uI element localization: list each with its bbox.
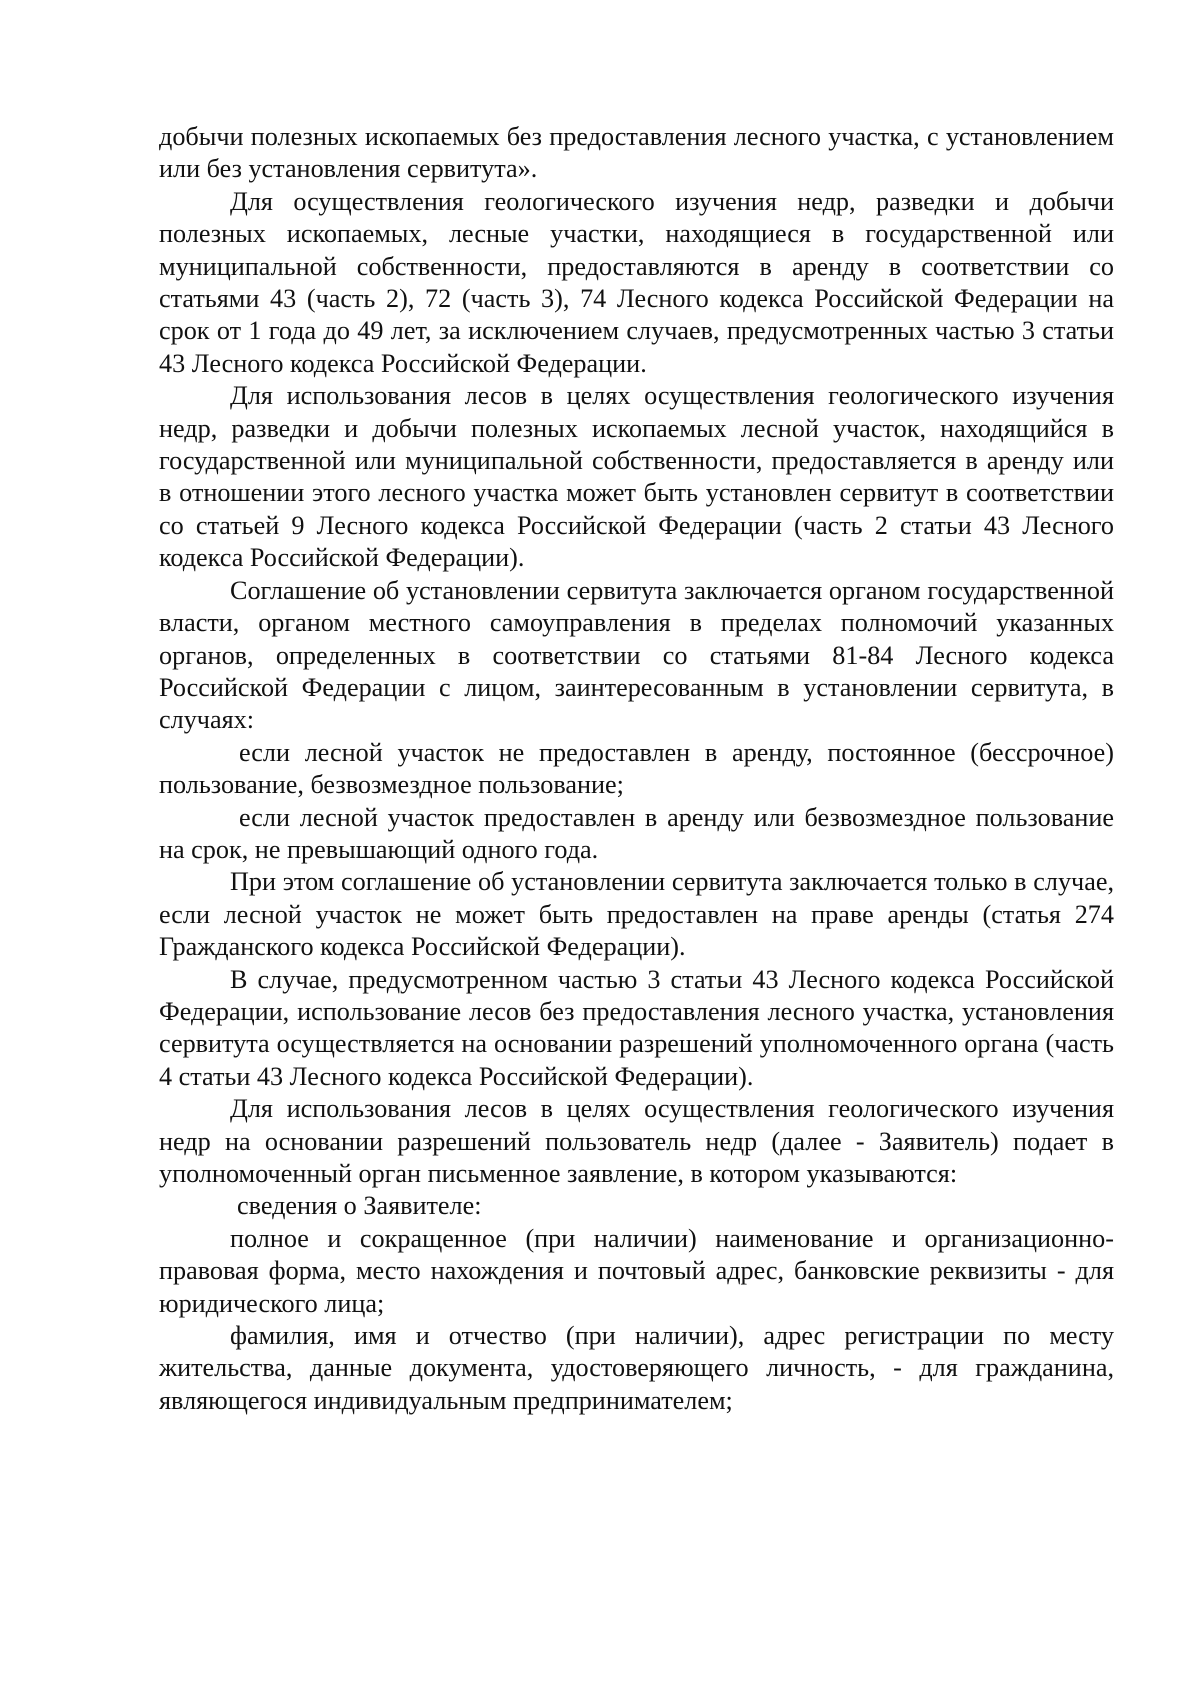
- paragraph-servitude-condition: При этом соглашение об установлении сервитута заключается только в случае, если лесной участок не может быть предоставлен на праве аренды (статья 274 Гражданского кодекса Российской Федерации).: [159, 867, 1114, 962]
- document-body: [159, 121, 1114, 1417]
- paragraph-continuation: добычи полезных ископаемых без предоставления лесного участка, с установлением или без установления сервитута».: [159, 122, 1114, 184]
- paragraph-lease-terms: Для осуществления геологического изучения недр, разведки и добычи полезных ископаемых, лесные участки, находящиеся в государственной или муниципальной собственности, предоставляются в аренду в соответствии со статьями 43 (часть 2), 72 (часть 3), 74 Лесного кодекса Российской Федерации на срок от 1 года до 49 лет, за исключением случаев, предусмотренных частью 3 статьи 43 Лесного кодекса Российской Федерации.: [159, 186, 1114, 378]
- paragraph-legal-entity: полное и сокращенное (при наличии) наименование и организационно-правовая форма, место нахождения и почтовый адрес, банковские реквизиты - для юридического лица;: [159, 1223, 1114, 1318]
- paragraph-application: Для использования лесов в целях осуществления геологического изучения недр на основании разрешений пользователь недр (далее - Заявитель) подает в уполномоченный орган письменное заявление, в котором указываются:: [159, 1094, 1114, 1188]
- paragraph-individual-entrepreneur: фамилия, имя и отчество (при наличии), адрес регистрации по месту жительства, данные документа, удостоверяющего личность, - для гражданина, являющегося индивидуальным предпринимателем;: [159, 1321, 1114, 1415]
- list-item-short-lease: если лесной участок предоставлен в аренду или безвозмездное пользование на срок, не превышающий одного года.: [159, 802, 1114, 864]
- paragraph-servitude-agreement: Соглашение об установлении сервитута заключается органом государственной власти, органом местного самоуправления в пределах полномочий указанных органов, определенных в соответствии со статьями 81-84 Лесного кодекса Российской Федерации с лицом, заинтересованным в установлении сервитута, в случаях:: [159, 575, 1114, 735]
- paragraph-permits-case: В случае, предусмотренном частью 3 статьи 43 Лесного кодекса Российской Федерации, использование лесов без предоставления лесного участка, установления сервитута осуществляется на основании разрешений уполномоченного органа (часть 4 статьи 43 Лесного кодекса Российской Федерации).: [159, 964, 1114, 1091]
- list-item-not-leased: если лесной участок не предоставлен в аренду, постоянное (бессрочное) пользование, безвозмездное пользование;: [159, 737, 1114, 800]
- paragraph-applicant-info: сведения о Заявителе:: [237, 1191, 482, 1221]
- paragraph-lease-or-servitude: Для использования лесов в целях осуществления геологического изучения недр, разведки и добычи полезных ископаемых лесной участок, находящийся в государственной или муниципальной собственности, предоставляется в аренду или в отношении этого лесного участка может быть установлен сервитут в соответствии со статьей 9 Лесного кодекса Российской Федерации (часть 2 статьи 43 Лесного кодекса Российской Федерации).: [159, 381, 1114, 573]
